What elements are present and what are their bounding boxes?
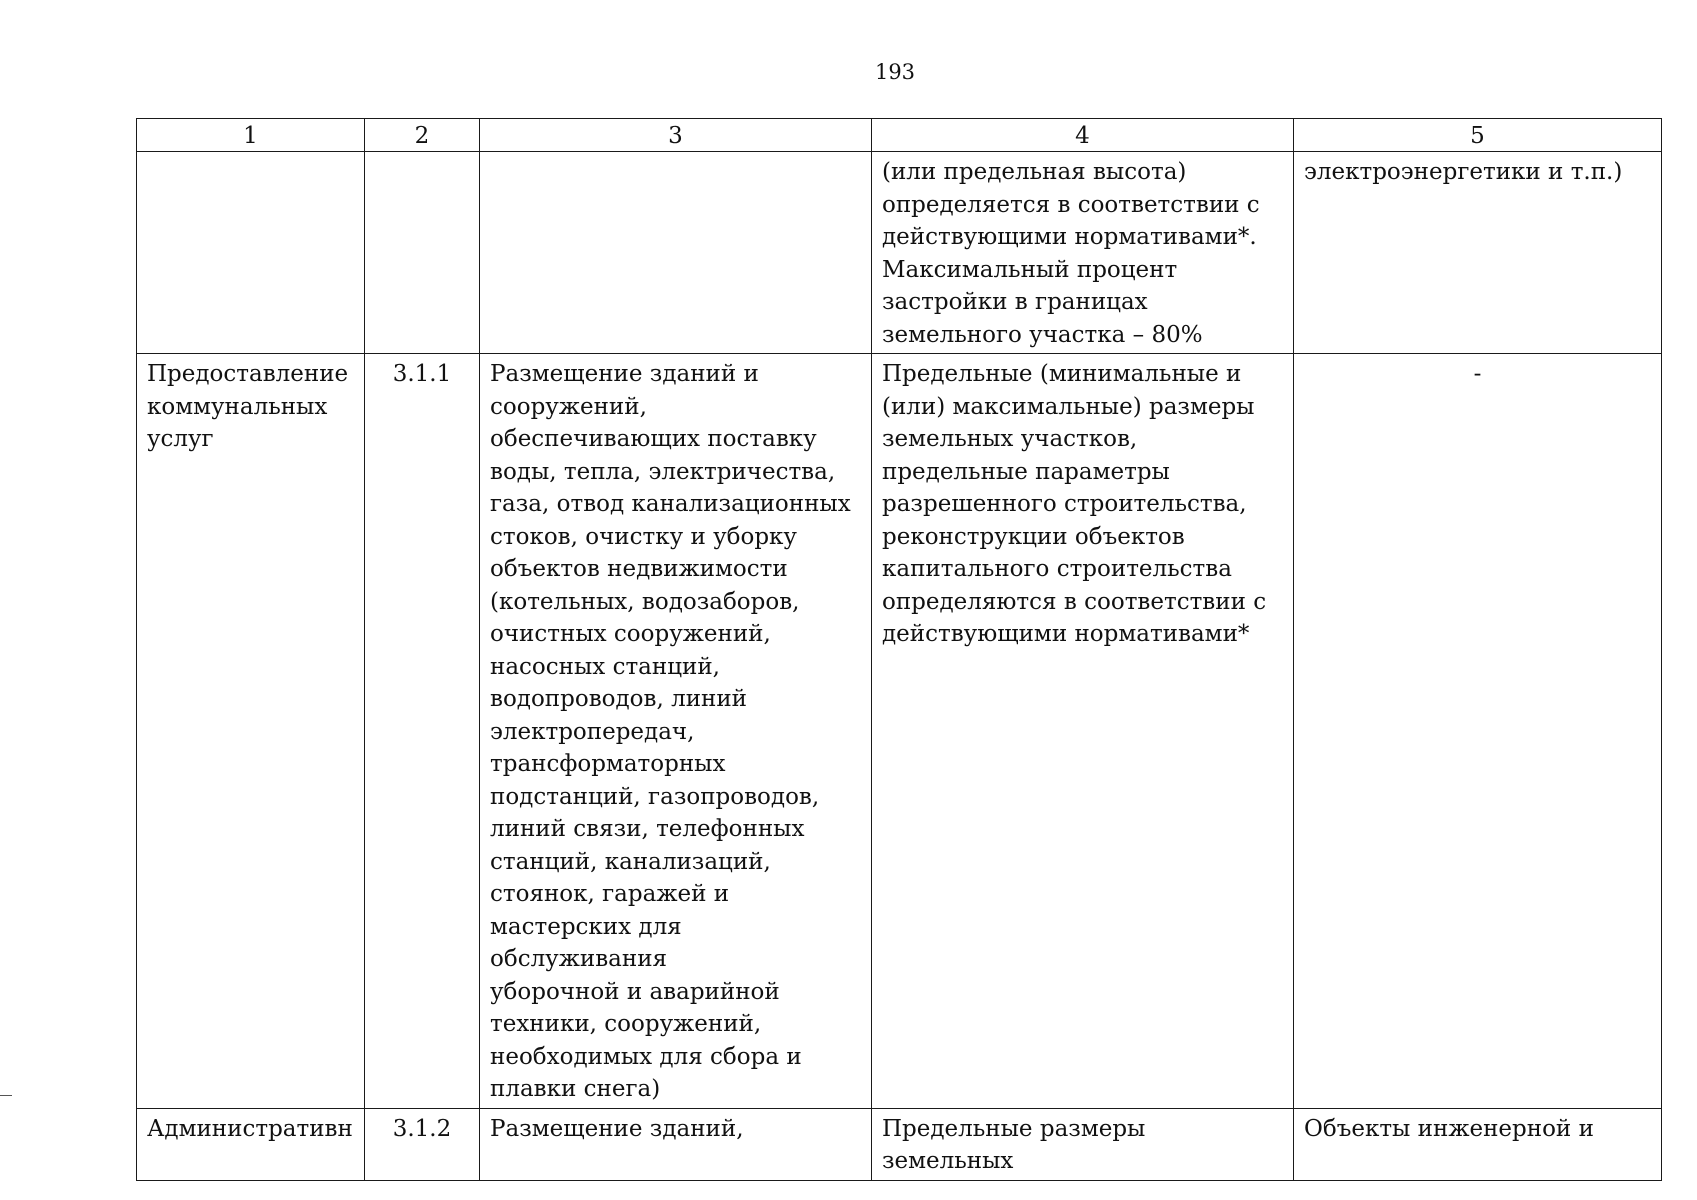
column-header: 4 (872, 119, 1294, 152)
cell-use-description: Размещение зданий и сооружений, обеспечивающих поставку воды, тепла, электричества, газа, отвод канализационных стоков, очистку и уборку объектов недвижимости (котельных, водозаборов, очистных сооружений, насосных станций, водопроводов, линий электропередач, трансформаторных подстанций, газопроводов, линий связи, телефонных станций, канализаций, стоянок, гаражей и мастерских для обслуживания уборочной и аварийной техники, сооружений, необходимых для сбора и плавки снега) (480, 354, 872, 1109)
column-header: 2 (365, 119, 480, 152)
column-header: 3 (480, 119, 872, 152)
cell-use-description: Размещение зданий, (480, 1108, 872, 1180)
cell-use-code: 3.1.2 (365, 1108, 480, 1180)
cell-use-code: 3.1.1 (365, 354, 480, 1109)
table-header-row (137, 119, 1662, 152)
cell-use-name: Административн (137, 1108, 365, 1180)
zoning-table (136, 118, 1662, 1181)
column-header: 1 (137, 119, 365, 152)
cell-parameters: Предельные (минимальные и (или) максимальные) размеры земельных участков, предельные параметры разрешенного строительства, реконструкции объектов капитального строительства определяются в соответствии с действующими нормативами* (872, 354, 1294, 1109)
cell-use-code (365, 152, 480, 354)
cell-use-name: Предоставление коммунальных услуг (137, 354, 365, 1109)
column-header: 5 (1294, 119, 1662, 152)
cell-parameters: (или предельная высота) определяется в соответствии с действующими нормативами*. Максимальный процент застройки в границах земельного участка – 80% (872, 152, 1294, 354)
table-row (137, 354, 1662, 1109)
margin-mark (0, 1095, 12, 1096)
cell-use-name (137, 152, 365, 354)
cell-notes: Объекты инженерной и (1294, 1108, 1662, 1180)
cell-notes: электроэнергетики и т.п.) (1294, 152, 1662, 354)
cell-notes: - (1294, 354, 1662, 1109)
table-row (137, 152, 1662, 354)
page-number: 193 (874, 60, 916, 84)
table-row (137, 1108, 1662, 1180)
cell-use-description (480, 152, 872, 354)
cell-parameters: Предельные размеры земельных (872, 1108, 1294, 1180)
